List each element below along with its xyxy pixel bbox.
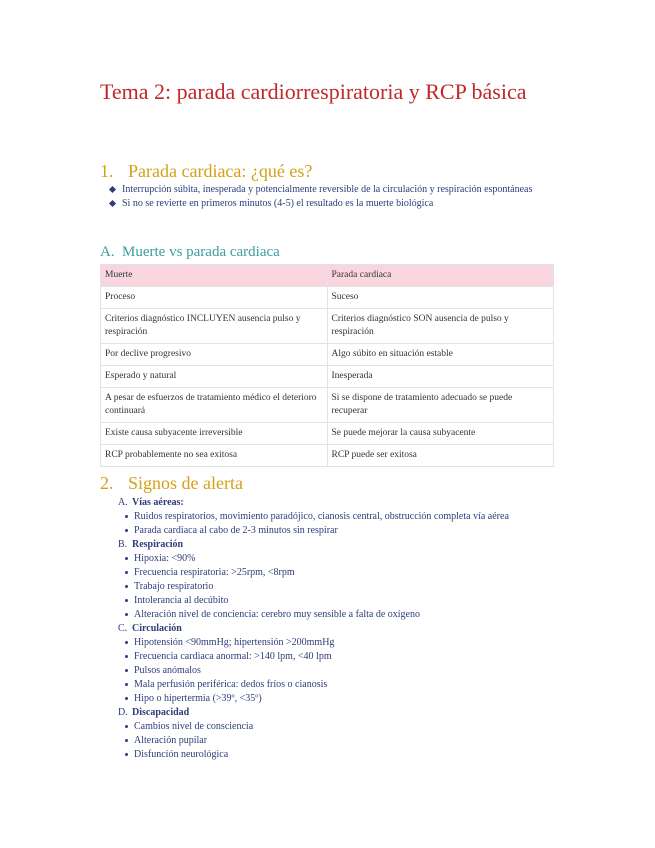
comparison-table <box>100 264 554 467</box>
list-item: Si no se revierte en primeros minutos (4-5) el resultado es la muerte biológica <box>108 197 554 211</box>
table-cell: Inesperada <box>327 366 554 388</box>
warning-signs-list <box>100 496 570 762</box>
section-2-heading <box>100 472 243 494</box>
subsection-a-heading <box>100 243 280 261</box>
list-item: Frecuencia respiratoria: >25rpm, <8rpm <box>100 566 570 580</box>
list-item: Trabajo respiratorio <box>100 580 570 594</box>
signs-group-title <box>100 622 570 636</box>
section-2-number: 2. <box>100 473 114 493</box>
table-cell: RCP probablemente no sea exitosa <box>101 445 328 467</box>
table-cell: Se puede mejorar la causa subyacente <box>327 423 554 445</box>
section-1-heading <box>100 160 312 182</box>
list-item: Hipo o hipertermia (>39º, <35º) <box>100 692 570 706</box>
signs-group <box>100 622 570 706</box>
table-row <box>101 445 554 467</box>
list-item: Cambios nivel de consciencia <box>100 720 570 734</box>
table-row <box>101 344 554 366</box>
section-2-title: Signos de alerta <box>128 473 243 493</box>
list-item: Frecuencia cardiaca anormal: >140 lpm, <40 lpm <box>100 650 570 664</box>
table-cell: RCP puede ser exitosa <box>327 445 554 467</box>
list-item: Parada cardiaca al cabo de 2-3 minutos sin respirar <box>100 524 570 538</box>
signs-group-letter: A. <box>118 497 128 508</box>
signs-group-label: Discapacidad <box>132 707 190 718</box>
signs-group-label: Respiración <box>132 539 184 550</box>
table-cell: Criterios diagnóstico SON ausencia de pulso y respiración <box>327 309 554 344</box>
list-item: Alteración pupilar <box>100 734 570 748</box>
subsection-a-title: Muerte vs parada cardiaca <box>122 244 280 260</box>
signs-group-title <box>100 706 570 720</box>
table-row <box>101 388 554 423</box>
signs-group-title <box>100 496 570 510</box>
signs-group <box>100 496 570 538</box>
signs-group-letter: C. <box>118 623 128 634</box>
table-header-cell: Muerte <box>101 265 328 287</box>
section-1-title: Parada cardiaca: ¿qué es? <box>128 161 313 181</box>
table-row <box>101 287 554 309</box>
table-header-cell: Parada cardiaca <box>327 265 554 287</box>
signs-item-list <box>100 510 570 538</box>
table-row <box>101 366 554 388</box>
table-row <box>101 423 554 445</box>
list-item: Alteración nivel de conciencia: cerebro muy sensible a falta de oxígeno <box>100 608 570 622</box>
subsection-a-letter: A. <box>100 244 115 260</box>
signs-item-list <box>100 552 570 622</box>
section-1-bullet-list <box>108 183 554 211</box>
table-cell: Criterios diagnóstico INCLUYEN ausencia pulso y respiración <box>101 309 328 344</box>
signs-group <box>100 538 570 622</box>
list-item: Hipotensión <90mmHg; hipertensión >200mmHg <box>100 636 570 650</box>
signs-group-letter: B. <box>118 539 128 550</box>
signs-group-title <box>100 538 570 552</box>
table-cell: Por declive progresivo <box>101 344 328 366</box>
table-cell: Esperado y natural <box>101 366 328 388</box>
list-item: Disfunción neurológica <box>100 748 570 762</box>
signs-group-label: Vías aéreas: <box>132 497 184 508</box>
list-item: Mala perfusión periférica: dedos fríos o cianosis <box>100 678 570 692</box>
table-cell: A pesar de esfuerzos de tratamiento médico el deterioro continuará <box>101 388 328 423</box>
table-header-row <box>101 265 554 287</box>
list-item: Hipoxia: <90% <box>100 552 570 566</box>
table-cell: Existe causa subyacente irreversible <box>101 423 328 445</box>
table-cell: Algo súbito en situación estable <box>327 344 554 366</box>
list-item: Pulsos anómalos <box>100 664 570 678</box>
table-row <box>101 309 554 344</box>
table-cell: Suceso <box>327 287 554 309</box>
signs-item-list <box>100 636 570 706</box>
table-cell: Proceso <box>101 287 328 309</box>
page-title: Tema 2: parada cardiorrespiratoria y RCP básica <box>100 79 527 104</box>
signs-group-label: Circulación <box>132 623 182 634</box>
list-item: Interrupción súbita, inesperada y potencialmente reversible de la circulación y respiración espontáneas <box>108 183 554 197</box>
signs-item-list <box>100 720 570 762</box>
section-1-number: 1. <box>100 161 114 181</box>
table-cell: Si se dispone de tratamiento adecuado se puede recuperar <box>327 388 554 423</box>
signs-group <box>100 706 570 762</box>
list-item: Ruidos respiratorios, movimiento paradójico, cianosis central, obstrucción completa vía aérea <box>100 510 570 524</box>
signs-group-letter: D. <box>118 707 128 718</box>
list-item: Intolerancia al decúbito <box>100 594 570 608</box>
